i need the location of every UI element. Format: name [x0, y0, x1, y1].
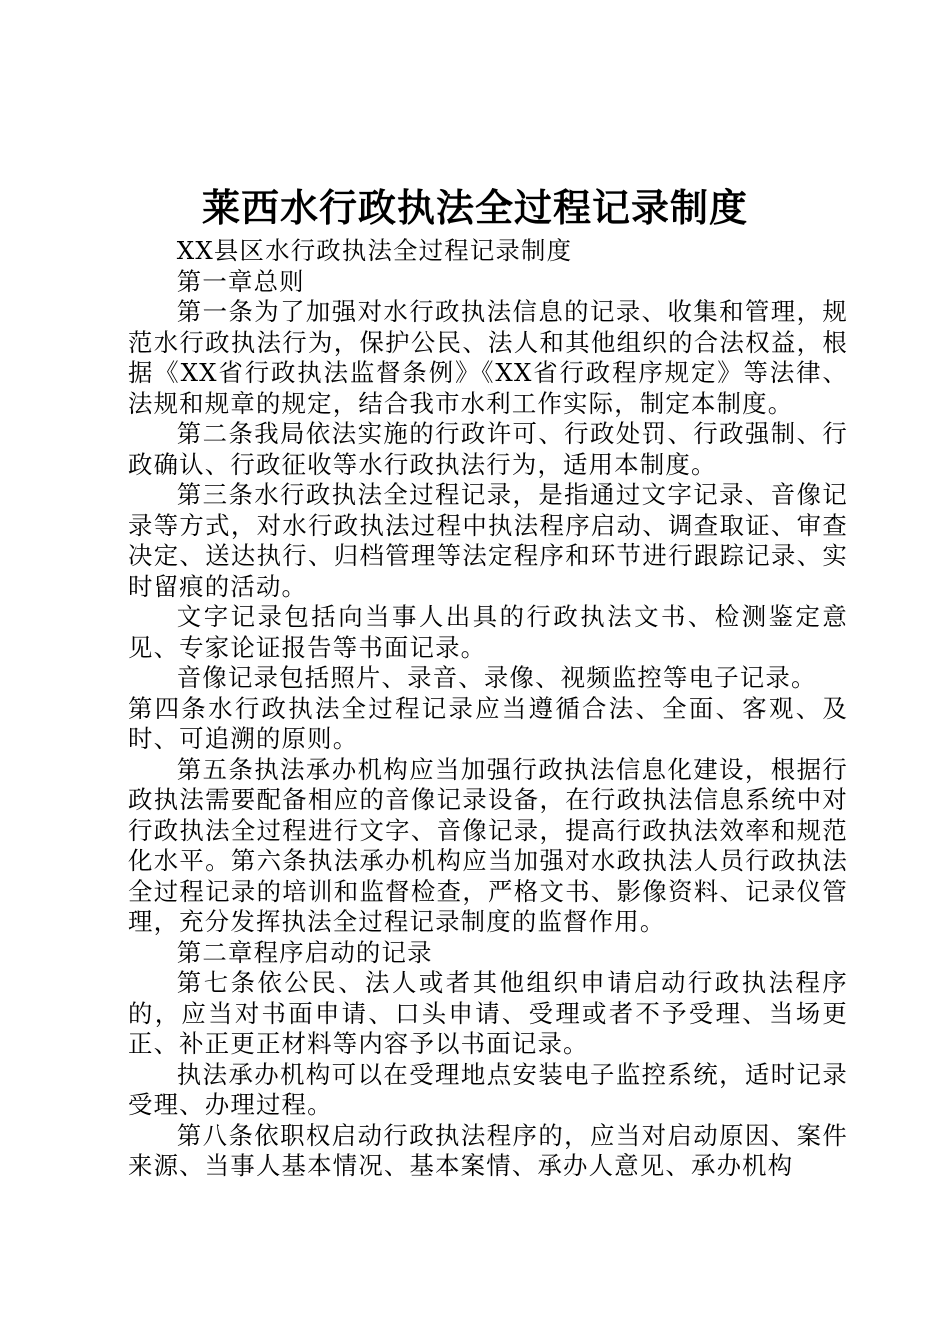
paragraph: 音像记录包括照片、录音、录像、视频监控等电子记录。 — [176, 663, 817, 692]
paragraph: 第一条为了加强对水行政执法信息的记录、收集和管理，规范水行政执法行为，保护公民、法人和其他组织的合法权益，根据《XX省行政执法监督条例》《XX省行政程序规定》等法律、法规和规章的规定，结合我市水利工作实际，制定本制度。 — [128, 297, 848, 418]
paragraph: 文字记录包括向当事人出具的行政执法文书、检测鉴定意见、专家论证报告等书面记录。 — [128, 602, 848, 662]
document-title: 莱西水行政执法全过程记录制度 — [201, 185, 748, 230]
paragraph: 第四条水行政执法全过程记录应当遵循合法、全面、客观、及时、可追溯的原则。 — [128, 693, 848, 753]
paragraph: XX县区水行政执法全过程记录制度 — [176, 236, 573, 265]
chapter-heading: 第一章总则 — [176, 266, 305, 296]
paragraph: 第五条执法承办机构应当加强行政执法信息化建设，根据行政执法需要配备相应的音像记录设备，在行政执法信息系统中对行政执法全过程进行文字、音像记录，提高行政执法效率和规范化水平。第六条执法承办机构应当加强对水政执法人员行政执法全过程记录的培训和监督检查，严格文书、影像资料、记录仪管理，充分发挥执法全过程记录制度的监督作用。 — [128, 754, 848, 936]
document-body — [128, 236, 848, 1182]
chapter-heading: 第二章程序启动的记录 — [176, 937, 433, 967]
paragraph: 第三条水行政执法全过程记录，是指通过文字记录、音像记录等方式，对水行政执法过程中执法程序启动、调查取证、审查决定、送达执行、归档管理等法定程序和环节进行跟踪记录、实时留痕的活动。 — [128, 480, 848, 601]
paragraph: 第二条我局依法实施的行政许可、行政处罚、行政强制、行政确认、行政征收等水行政执法行为，适用本制度。 — [128, 419, 848, 479]
paragraph: 第七条依公民、法人或者其他组织申请启动行政执法程序的，应当对书面申请、口头申请、受理或者不予受理、当场更正、补正更正材料等内容予以书面记录。 — [128, 968, 848, 1058]
paragraph: 第八条依职权启动行政执法程序的，应当对启动原因、案件来源、当事人基本情况、基本案情、承办人意见、承办机构 — [128, 1120, 848, 1180]
paragraph: 执法承办机构可以在受理地点安装电子监控系统，适时记录受理、办理过程。 — [128, 1059, 848, 1119]
